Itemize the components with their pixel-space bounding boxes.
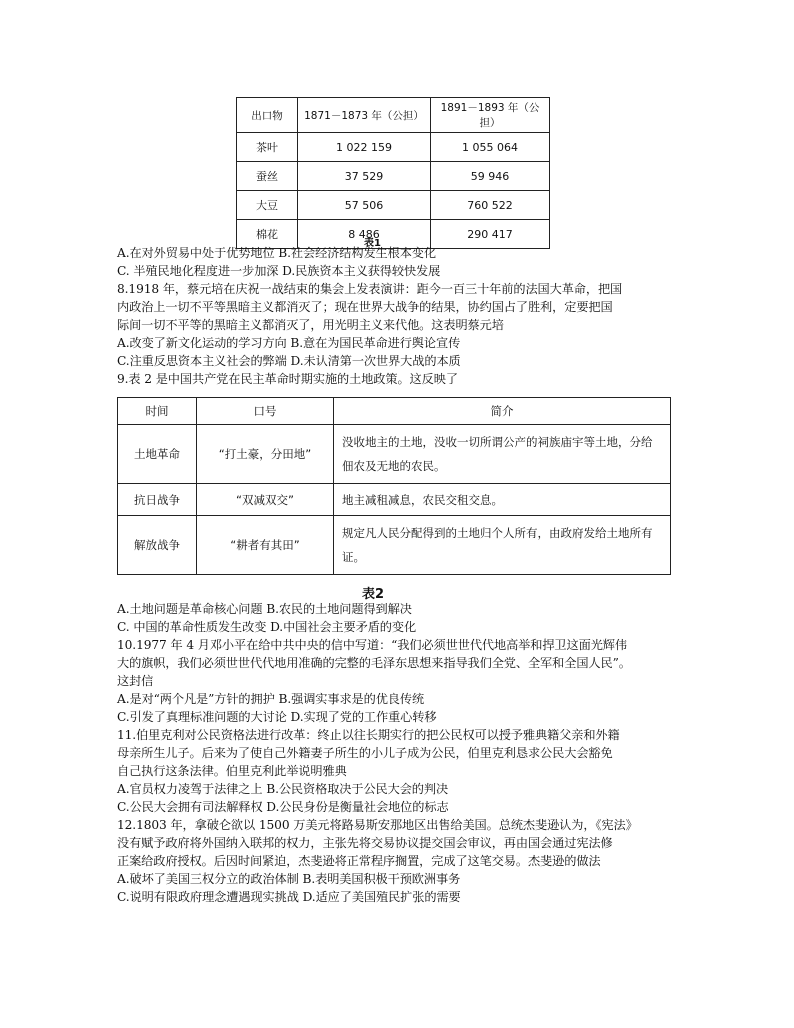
- table-cell: 抗日战争: [118, 484, 197, 516]
- text-line: A.官员权力凌驾于法律之上 B.公民资格取决于公民大会的判决: [117, 782, 449, 796]
- table-cell: “耕者有其田”: [197, 516, 334, 575]
- table-header-cell: 简介: [334, 398, 671, 425]
- table-header-cell: 1891－1893 年（公担）: [431, 98, 550, 133]
- text-line: 大的旗帜，我们必须世世代代地用准确的完整的毛泽东思想来指导我们全党、全军和全国人民”。: [117, 656, 631, 670]
- table-cell: 地主减租减息，农民交租交息。: [334, 484, 671, 516]
- text-line: 11.伯里克利对公民资格法进行改革：终止以往长期实行的把公民权可以授予雅典籍父亲和外籍: [117, 728, 620, 742]
- table-cell: 解放战争: [118, 516, 197, 575]
- table-cell: 大豆: [237, 191, 298, 220]
- table-header-cell: 1871－1873 年（公担）: [298, 98, 431, 133]
- text-line: C.说明有限政府理念遭遇现实挑战 D.适应了美国殖民扩张的需要: [117, 890, 461, 904]
- table-cell: 1 022 159: [298, 133, 431, 162]
- table-row: [237, 191, 550, 220]
- text-line: A.破坏了美国三权分立的政治体制 B.表明美国积极干预欧洲事务: [117, 872, 461, 886]
- text-line: A.是对“两个凡是”方针的拥护 B.强调实事求是的优良传统: [117, 692, 425, 706]
- text-line: 8.1918 年，蔡元培在庆祝一战结束的集会上发表演讲：距今一百三十年前的法国大革命，把国: [117, 282, 623, 296]
- table-cell: 59 946: [431, 162, 550, 191]
- text-line: 这封信: [117, 674, 154, 688]
- table-header-row: [237, 98, 550, 133]
- text-line: C. 半殖民地化程度进一步加深 D.民族资本主义获得较快发展: [117, 264, 441, 278]
- text-line: C. 中国的革命性质发生改变 D.中国社会主要矛盾的变化: [117, 620, 417, 634]
- text-line: A.土地问题是革命核心问题 B.农民的土地问题得到解决: [117, 602, 412, 616]
- table-cell: 没收地主的土地，没收一切所谓公产的祠族庙宇等土地，分给佃农及无地的农民。: [334, 425, 671, 484]
- table-row: [118, 516, 671, 575]
- table-cell: 8 486: [298, 220, 431, 249]
- text-line: 12.1803 年，拿破仑欲以 1500 万美元将路易斯安那地区出售给美国。总统杰斐逊认为，《宪法》: [117, 818, 638, 832]
- table-row: [237, 162, 550, 191]
- table-cell: 37 529: [298, 162, 431, 191]
- text-line: 正案给政府授权。后因时间紧迫，杰斐逊将正常程序搁置，完成了这笔交易。杰斐逊的做法: [117, 854, 601, 868]
- table-cell: 棉花: [237, 220, 298, 249]
- table-cell: 土地革命: [118, 425, 197, 484]
- table-cell: “打土豪，分田地”: [197, 425, 334, 484]
- export-table: [236, 97, 550, 249]
- text-line: C.注重反思资本主义社会的弊端 D.未认清第一次世界大战的本质: [117, 354, 461, 368]
- table-row: [237, 133, 550, 162]
- table-header-row: [118, 398, 671, 425]
- table-cell: 规定凡人民分配得到的土地归个人所有，由政府发给土地所有证。: [334, 516, 671, 575]
- text-line: 自己执行这条法律。伯里克利此举说明雅典: [117, 764, 347, 778]
- table-cell: 290 417: [431, 220, 550, 249]
- table-cell: “双减双交”: [197, 484, 334, 516]
- text-line: 内政治上一切不平等黑暗主义都消灭了；现在世界大战争的结果，协约国占了胜利，定要把国: [117, 300, 613, 314]
- table-caption: 表1: [364, 238, 381, 249]
- text-line: C.公民大会拥有司法解释权 D.公民身份是衡量社会地位的标志: [117, 800, 449, 814]
- table-row: [118, 425, 671, 484]
- text-line: A.改变了新文化运动的学习方向 B.意在为国民革命进行舆论宣传: [117, 336, 461, 350]
- table-cell: 茶叶: [237, 133, 298, 162]
- table-cell: 760 522: [431, 191, 550, 220]
- text-line: 10.1977 年 4 月邓小平在给中共中央的信中写道：“我们必须世世代代地高举和捍卫这面光辉伟: [117, 638, 627, 652]
- table-header-cell: 口号: [197, 398, 334, 425]
- text-line: 际间一切不平等的黑暗主义都消灭了，用光明主义来代他。这表明蔡元培: [117, 318, 504, 332]
- text-line: 9.表 2 是中国共产党在民主革命时期实施的土地政策。这反映了: [117, 372, 458, 386]
- land-policy-table: [117, 397, 671, 575]
- table-cell: 57 506: [298, 191, 431, 220]
- table-cell: 蚕丝: [237, 162, 298, 191]
- text-line: A.在对外贸易中处于优势地位 B.社会经济结构发生根本变化: [117, 246, 436, 260]
- table-header-cell: 出口物: [237, 98, 298, 133]
- table-cell: 1 055 064: [431, 133, 550, 162]
- text-line: 没有赋予政府将外国纳入联邦的权力，主张先将交易协议提交国会审议，再由国会通过宪法修: [117, 836, 613, 850]
- text-line: 母亲所生儿子。后来为了使自己外籍妻子所生的小儿子成为公民，伯里克利恳求公民大会豁免: [117, 746, 613, 760]
- table-row: [118, 484, 671, 516]
- table-header-cell: 时间: [118, 398, 197, 425]
- text-line: C.引发了真理标准问题的大讨论 D.实现了党的工作重心转移: [117, 710, 437, 724]
- table-caption: 表2: [362, 587, 385, 602]
